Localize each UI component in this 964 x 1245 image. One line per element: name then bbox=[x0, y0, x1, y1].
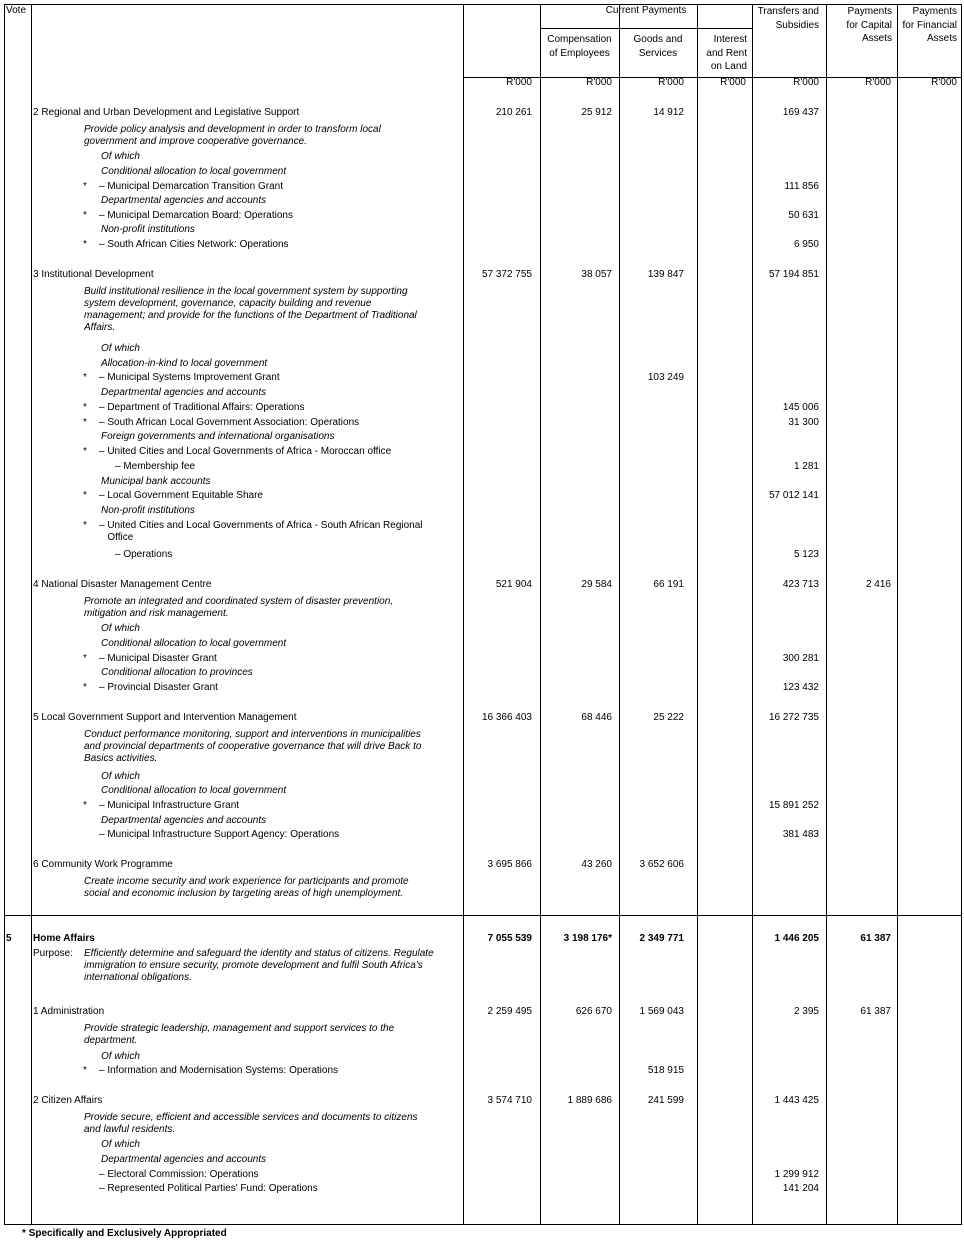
line-item: – Municipal Disaster Grant bbox=[99, 653, 217, 664]
amount-cell: 5 123 bbox=[793, 549, 819, 560]
unit-label: R'000 bbox=[931, 77, 957, 88]
programme-title: 1 Administration bbox=[33, 1006, 105, 1017]
line-item: – Electoral Commission: Operations bbox=[99, 1169, 259, 1180]
programme-description: Provide policy analysis and development in order to transform local government and improve cooperative governance. bbox=[84, 124, 381, 147]
allocation-category: Of which bbox=[101, 623, 140, 634]
unit-label: R'000 bbox=[793, 77, 819, 88]
appropriated-marker: * bbox=[83, 372, 87, 383]
amount-cell: 123 432 bbox=[782, 682, 819, 693]
amount-cell: 29 584 bbox=[581, 579, 612, 590]
line-item: – South African Cities Network: Operations bbox=[99, 239, 289, 250]
amount-cell: 16 366 403 bbox=[481, 712, 532, 723]
line-item: – Provincial Disaster Grant bbox=[99, 682, 218, 693]
amount-cell: 7 055 539 bbox=[487, 933, 532, 944]
amount-cell: 61 387 bbox=[860, 1006, 891, 1017]
amount-cell: 66 191 bbox=[653, 579, 684, 590]
unit-label: R'000 bbox=[865, 77, 891, 88]
programme-title: 2 Citizen Affairs bbox=[33, 1095, 103, 1106]
amount-cell: 210 261 bbox=[495, 107, 532, 118]
line-item: – Municipal Systems Improvement Grant bbox=[99, 372, 280, 383]
unit-label: R'000 bbox=[658, 77, 684, 88]
amount-cell: 43 260 bbox=[581, 859, 612, 870]
allocation-category: Of which bbox=[101, 343, 140, 354]
programme-title: 6 Community Work Programme bbox=[33, 859, 173, 870]
amount-cell: 14 912 bbox=[653, 107, 684, 118]
line-item: – Department of Traditional Affairs: Operations bbox=[99, 402, 305, 413]
amount-cell: 169 437 bbox=[782, 107, 819, 118]
column-rule bbox=[897, 4, 898, 1225]
footnote: * Specifically and Exclusively Appropriated bbox=[22, 1228, 227, 1239]
allocation-category: Of which bbox=[101, 151, 140, 162]
amount-cell: 6 950 bbox=[793, 239, 819, 250]
programme-description: Provide strategic leadership, management and support services to the department. bbox=[84, 1023, 395, 1046]
allocation-category: Conditional allocation to local government bbox=[101, 166, 287, 177]
allocation-category: Municipal bank accounts bbox=[101, 476, 211, 487]
appropriated-marker: * bbox=[83, 402, 87, 413]
vote-title: Home Affairs bbox=[33, 933, 95, 944]
amount-cell: 3 652 606 bbox=[639, 859, 684, 870]
line-item: – United Cities and Local Governments of Africa - South African Regional Office bbox=[99, 520, 423, 543]
amount-cell: 381 483 bbox=[782, 829, 819, 840]
line-subitem: – Membership fee bbox=[115, 461, 196, 472]
column-rule bbox=[697, 4, 698, 1225]
programme-description: Create income security and work experience for participants and promote social and economic inclusion by targeting areas of high unemployment. bbox=[84, 876, 409, 899]
amount-cell: 145 006 bbox=[782, 402, 819, 413]
appropriated-marker: * bbox=[83, 210, 87, 221]
amount-cell: 1 281 bbox=[793, 461, 819, 472]
programme-title: 4 National Disaster Management Centre bbox=[33, 579, 212, 590]
amount-cell: 111 856 bbox=[784, 181, 819, 192]
amount-cell: 50 631 bbox=[788, 210, 819, 221]
amount-cell: 300 281 bbox=[782, 653, 819, 664]
current-payments-header: Current Payments bbox=[605, 5, 687, 16]
appropriated-marker: * bbox=[83, 520, 87, 531]
appropriated-marker: * bbox=[83, 181, 87, 192]
programme-description: Promote an integrated and coordinated system of disaster prevention, mitigation and risk management. bbox=[84, 596, 394, 619]
amount-cell: 25 222 bbox=[653, 712, 684, 723]
column-rule bbox=[826, 4, 827, 1225]
financial-assets-header: Payments for Financial Assets bbox=[902, 6, 957, 44]
amount-cell: 626 670 bbox=[575, 1006, 612, 1017]
programme-title: 5 Local Government Support and Intervention Management bbox=[33, 712, 297, 723]
amount-cell: 38 057 bbox=[581, 269, 612, 280]
amount-cell: 521 904 bbox=[495, 579, 532, 590]
column-rule bbox=[31, 4, 32, 1225]
transfers-header: Transfers and Subsidies bbox=[757, 6, 819, 31]
amount-cell: 3 695 866 bbox=[487, 859, 532, 870]
column-rule bbox=[4, 4, 5, 1225]
amount-cell: 423 713 bbox=[782, 579, 819, 590]
amount-cell: 16 272 735 bbox=[768, 712, 819, 723]
line-item: – United Cities and Local Governments of Africa - Moroccan office bbox=[99, 446, 392, 457]
allocation-category: Allocation-in-kind to local government bbox=[101, 358, 268, 369]
unit-label: R'000 bbox=[506, 77, 532, 88]
allocation-category: Conditional allocation to local government bbox=[101, 785, 287, 796]
amount-cell: 2 259 495 bbox=[487, 1006, 532, 1017]
amount-cell: 31 300 bbox=[788, 417, 819, 428]
vote-separator-rule bbox=[4, 915, 961, 916]
amount-cell: 241 599 bbox=[647, 1095, 684, 1106]
allocation-category: Non-profit institutions bbox=[101, 505, 195, 516]
purpose-text: Efficiently determine and safeguard the identity and status of citizens. Regulate immigration to ensure security, promote development and fulfil South Africa's international obligations. bbox=[84, 948, 434, 983]
line-item: – South African Local Government Association: Operations bbox=[99, 417, 360, 428]
capital-assets-header: Payments for Capital Assets bbox=[846, 6, 892, 44]
programme-title: 3 Institutional Development bbox=[33, 269, 154, 280]
appropriated-marker: * bbox=[83, 1065, 87, 1076]
appropriated-marker: * bbox=[83, 682, 87, 693]
allocation-category: Non-profit institutions bbox=[101, 224, 195, 235]
compensation-header: Compensation of Employees bbox=[547, 34, 612, 59]
amount-cell: 2 416 bbox=[865, 579, 891, 590]
allocation-category: Of which bbox=[101, 771, 140, 782]
vote-number: 5 bbox=[6, 933, 12, 944]
amount-cell: 139 847 bbox=[647, 269, 684, 280]
allocation-category: Of which bbox=[101, 1139, 140, 1150]
appropriated-marker: * bbox=[83, 653, 87, 664]
column-rule bbox=[961, 4, 962, 1225]
amount-cell: 1 889 686 bbox=[567, 1095, 612, 1106]
amount-cell: 2 395 bbox=[793, 1006, 819, 1017]
allocation-category: Departmental agencies and accounts bbox=[101, 815, 267, 826]
amount-cell: 57 372 755 bbox=[481, 269, 532, 280]
amount-cell: 61 387 bbox=[860, 933, 891, 944]
amount-cell: 1 446 205 bbox=[774, 933, 819, 944]
line-item: – Local Government Equitable Share bbox=[99, 490, 263, 501]
programme-description: Build institutional resilience in the local government system by supporting system development, governance, capacity building and revenue management; and provide for the functions of the Department of Traditional Affairs. bbox=[84, 286, 417, 333]
appropriated-marker: * bbox=[83, 446, 87, 457]
current-payments-rule bbox=[540, 28, 752, 29]
amount-cell: 3 574 710 bbox=[487, 1095, 532, 1106]
amount-cell: 141 204 bbox=[782, 1183, 819, 1194]
line-item: – Municipal Demarcation Board: Operations bbox=[99, 210, 293, 221]
amount-cell: 1 299 912 bbox=[774, 1169, 819, 1180]
amount-cell: 25 912 bbox=[581, 107, 612, 118]
purpose-label: Purpose: bbox=[33, 948, 74, 959]
line-item: – Represented Political Parties' Fund: Operations bbox=[99, 1183, 318, 1194]
allocation-category: Departmental agencies and accounts bbox=[101, 1154, 267, 1165]
allocation-category: Conditional allocation to local government bbox=[101, 638, 287, 649]
appropriated-marker: * bbox=[83, 239, 87, 250]
amount-cell: 1 569 043 bbox=[639, 1006, 684, 1017]
amount-cell: 103 249 bbox=[647, 372, 684, 383]
amount-cell: 57 012 141 bbox=[768, 490, 819, 501]
allocation-category: Of which bbox=[101, 1051, 140, 1062]
vote-column-header: Vote bbox=[6, 5, 27, 16]
unit-label: R'000 bbox=[720, 77, 746, 88]
allocation-category: Foreign governments and international organisations bbox=[101, 431, 335, 442]
programme-title: 2 Regional and Urban Development and Legislative Support bbox=[33, 107, 300, 118]
appropriated-marker: * bbox=[83, 800, 87, 811]
goods-services-header: Goods and Services bbox=[633, 34, 683, 59]
line-item: – Municipal Infrastructure Support Agency: Operations bbox=[99, 829, 340, 840]
line-item: – Information and Modernisation Systems: Operations bbox=[99, 1065, 339, 1076]
allocation-category: Departmental agencies and accounts bbox=[101, 387, 267, 398]
amount-cell: 1 443 425 bbox=[774, 1095, 819, 1106]
unit-label: R'000 bbox=[586, 77, 612, 88]
line-subitem: – Operations bbox=[115, 549, 173, 560]
programme-description: Conduct performance monitoring, support and interventions in municipalities and provincial departments of cooperative governance that will drive Back to Basics activities. bbox=[84, 729, 422, 764]
amount-cell: 2 349 771 bbox=[639, 933, 684, 944]
table-bottom-rule bbox=[4, 1224, 961, 1225]
allocation-category: Conditional allocation to provinces bbox=[101, 667, 253, 678]
column-rule bbox=[619, 4, 620, 1225]
amount-cell: 57 194 851 bbox=[768, 269, 819, 280]
line-item: – Municipal Infrastructure Grant bbox=[99, 800, 240, 811]
amount-cell: 518 915 bbox=[647, 1065, 684, 1076]
allocation-category: Departmental agencies and accounts bbox=[101, 195, 267, 206]
line-item: – Municipal Demarcation Transition Grant bbox=[99, 181, 283, 192]
amount-cell: 68 446 bbox=[581, 712, 612, 723]
column-rule bbox=[463, 4, 464, 1225]
programme-description: Provide secure, efficient and accessible services and documents to citizens and lawful residents. bbox=[84, 1112, 418, 1135]
appropriated-marker: * bbox=[83, 490, 87, 501]
column-rule bbox=[540, 4, 541, 1225]
appropriated-marker: * bbox=[83, 417, 87, 428]
interest-rent-header: Interest and Rent on Land bbox=[706, 34, 747, 72]
amount-cell: 3 198 176* bbox=[563, 933, 612, 944]
amount-cell: 15 891 252 bbox=[768, 800, 819, 811]
